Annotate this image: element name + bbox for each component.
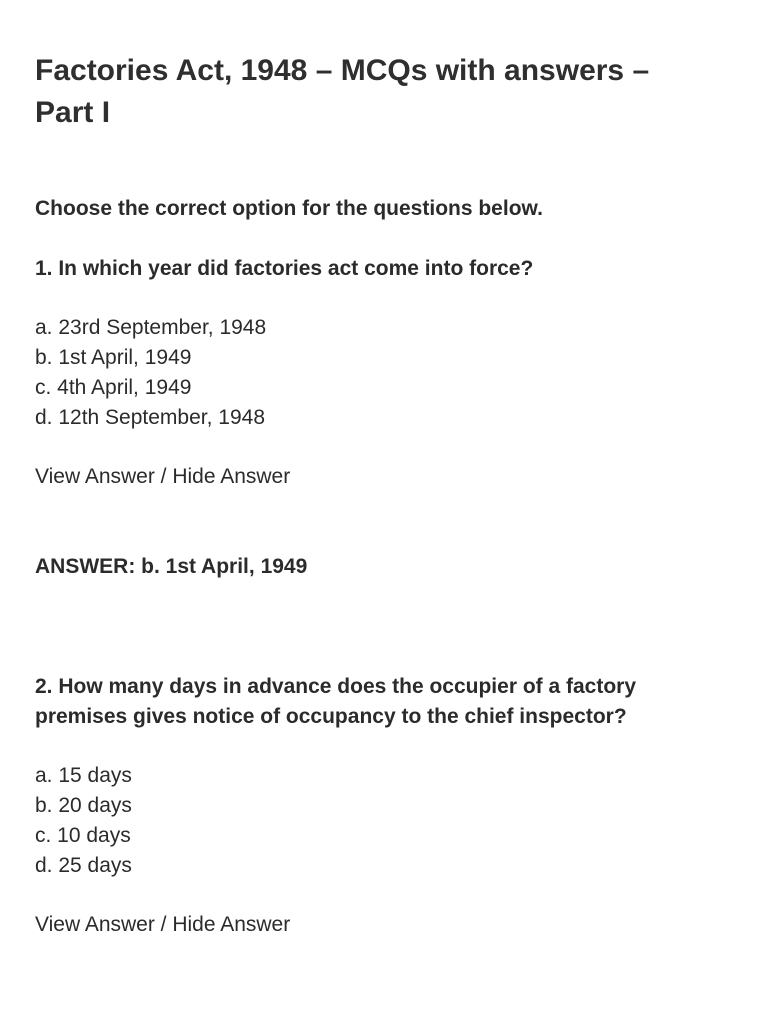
question-2-options — [35, 761, 132, 881]
question-1-option-a: a. 23rd September, 1948 — [35, 316, 267, 339]
question-1-option-c: c. 4th April, 1949 — [35, 376, 192, 399]
question-2-option-d: d. 25 days — [35, 854, 132, 877]
question-2-text: 2. How many days in advance does the occupier of a factory premises gives notice of occupancy to the chief inspector? — [35, 675, 637, 728]
question-1-option-d: d. 12th September, 1948 — [35, 406, 266, 429]
question-1-text: 1. In which year did factories act come into force? — [35, 257, 534, 280]
question-2-answer-toggle[interactable]: View Answer / Hide Answer — [35, 913, 291, 936]
instructions-text: Choose the correct option for the questions below. — [35, 197, 543, 220]
question-2-option-b: b. 20 days — [35, 794, 132, 817]
question-1-answer: ANSWER: b. 1st April, 1949 — [35, 555, 308, 578]
question-2-option-a: a. 15 days — [35, 764, 132, 787]
question-1-answer-toggle[interactable]: View Answer / Hide Answer — [35, 465, 291, 488]
question-1-option-b: b. 1st April, 1949 — [35, 346, 192, 369]
question-1-options — [35, 313, 266, 433]
article-title: Factories Act, 1948 – MCQs with answers – Part I — [35, 54, 650, 129]
question-2-option-c: c. 10 days — [35, 824, 131, 847]
